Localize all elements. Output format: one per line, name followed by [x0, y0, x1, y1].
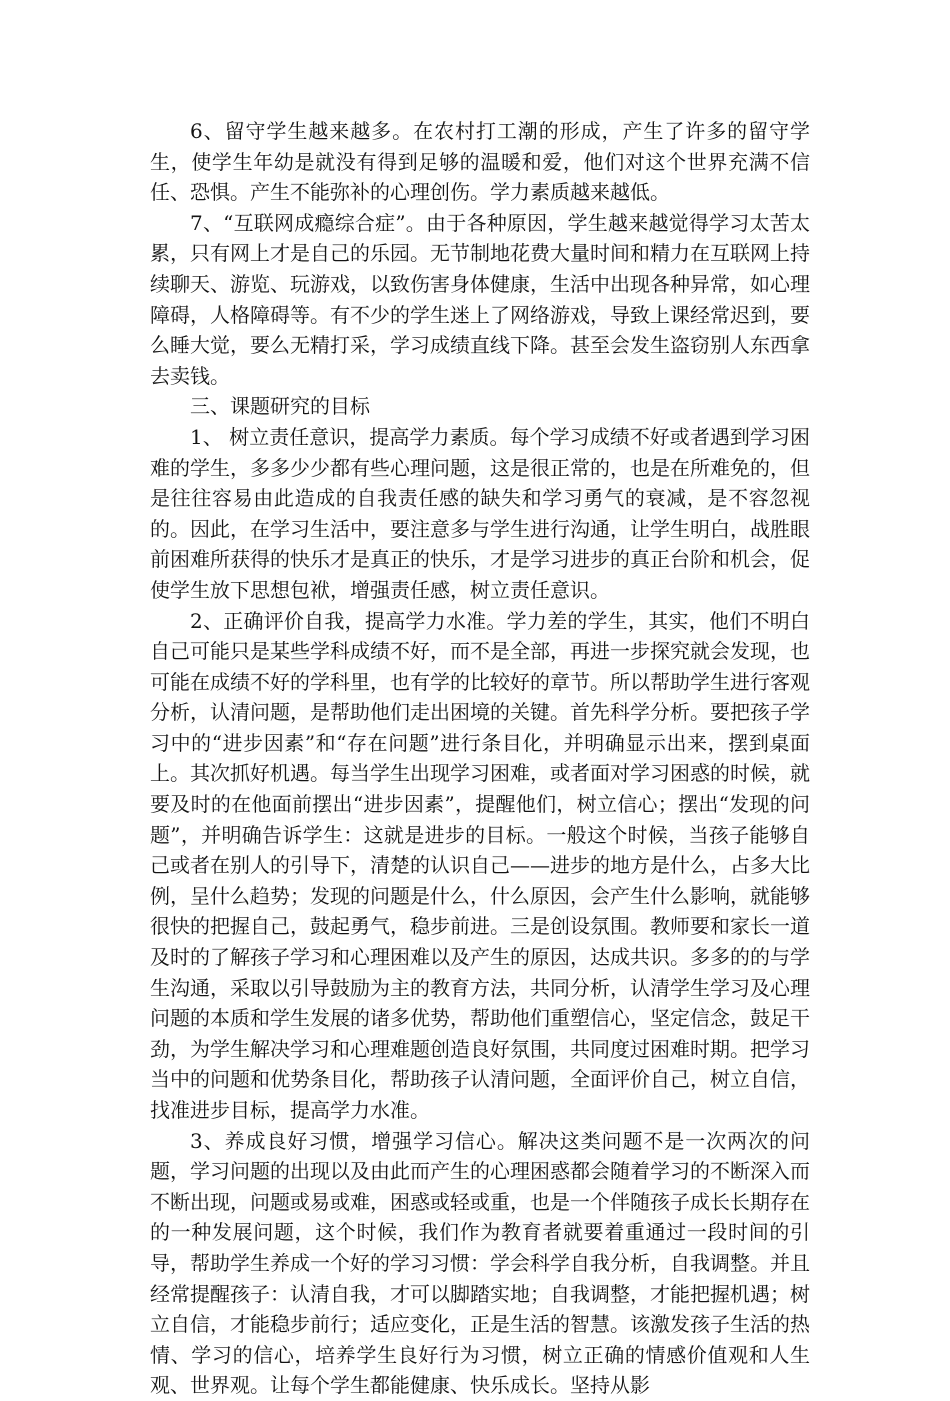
- document-page: [150, 116, 810, 1401]
- section-heading-research-goals: 三、课题研究的目标: [190, 394, 370, 419]
- paragraph-internet-addiction: 7、“互联网成瘾综合症”。由于各种原因，学生越来越觉得学习太苦太累，只有网上才是自己的乐园。无节制地花费大量时间和精力在互联网上持续聊天、游览、玩游戏，以致伤害身体健康，生活中出现各种异常，如心理障碍，人格障碍等。有不少的学生迷上了网络游戏，导致上课经常迟到，要么睡大觉，要么无精打采，学习成绩直线下降。甚至会发生盗窃别人东西拿去卖钱。: [150, 210, 810, 388]
- paragraph-goal-good-habits: 3、养成良好习惯，增强学习信心。解决这类问题不是一次两次的问题，学习问题的出现以及由此而产生的心理困惑都会随着学习的不断深入而不断出现，问题或易或难，困惑或轻或重，也是一个伴随孩子成长长期存在的一种发展问题，这个时候，我们作为教育者就要着重通过一段时间的引导，帮助学生养成一个好的学习习惯：学会科学自我分析，自我调整。并且经常提醒孩子：认清自我，才可以脚踏实地；自我调整，才能把握机遇；树立自信，才能稳步前行；适应变化，正是生活的智慧。该激发孩子生活的热情、学习的信心，培养学生良好行为习惯，树立正确的情感价值观和人生观、世界观。让每个学生都能健康、快乐成长。坚持从影: [150, 1128, 810, 1398]
- paragraph-left-behind-students: 6、留守学生越来越多。在农村打工潮的形成，产生了许多的留守学生，使学生年幼是就没有得到足够的温暖和爱，他们对这个世界充满不信任、恐惧。产生不能弥补的心理创伤。学力素质越来越低。: [150, 119, 810, 205]
- paragraph-goal-self-evaluation: 2、正确评价自我，提高学力水准。学力差的学生，其实，他们不明白自己可能只是某些学科成绩不好，而不是全部，再进一步探究就会发现，也可能在成绩不好的学科里，也有学的比较好的章节。所以帮助学生进行客观分析，认清问题，是帮助他们走出困境的关键。首先科学分析。要把孩子学习中的“进步因素”和“存在问题”进行条目化，并明确显示出来，摆到桌面上。其次抓好机遇。每当学生出现学习困难，或者面对学习困惑的时候，就要及时的在他面前摆出“进步因素”，提醒他们，树立信心；摆出“发现的问题”，并明确告诉学生：这就是进步的目标。一般这个时候，当孩子能够自己或者在别人的引导下，清楚的认识自己——进步的地方是什么，占多大比例，呈什么趋势；发现的问题是什么，什么原因，会产生什么影响，就能够很快的把握自己，鼓起勇气，稳步前进。三是创设氛围。教师要和家长一道及时的了解孩子学习和心理困难以及产生的原因，达成共识。多多的的与学生沟通，采取以引导鼓励为主的教育方法，共同分析，认清学生学习及心理问题的本质和学生发展的诸多优势，帮助他们重塑信心，坚定信念，鼓足干劲，为学生解决学习和心理难题创造良好氛围，共同度过困难时期。把学习当中的问题和优势条目化，帮助孩子认清问题，全面评价自己，树立自信，找准进步目标，提高学力水准。: [150, 608, 810, 1122]
- paragraph-goal-responsibility: 1、 树立责任意识，提高学力素质。每个学习成绩不好或者遇到学习困难的学生，多多少少都有些心理问题，这是很正常的，也是在所难免的，但是往往容易由此造成的自我责任感的缺失和学习勇气的衰减，是不容忽视的。因此，在学习生活中，要注意多与学生进行沟通，让学生明白，战胜眼前困难所获得的快乐才是真正的快乐，才是学习进步的真正台阶和机会，促使学生放下思想包袱，增强责任感，树立责任意识。: [150, 424, 810, 602]
